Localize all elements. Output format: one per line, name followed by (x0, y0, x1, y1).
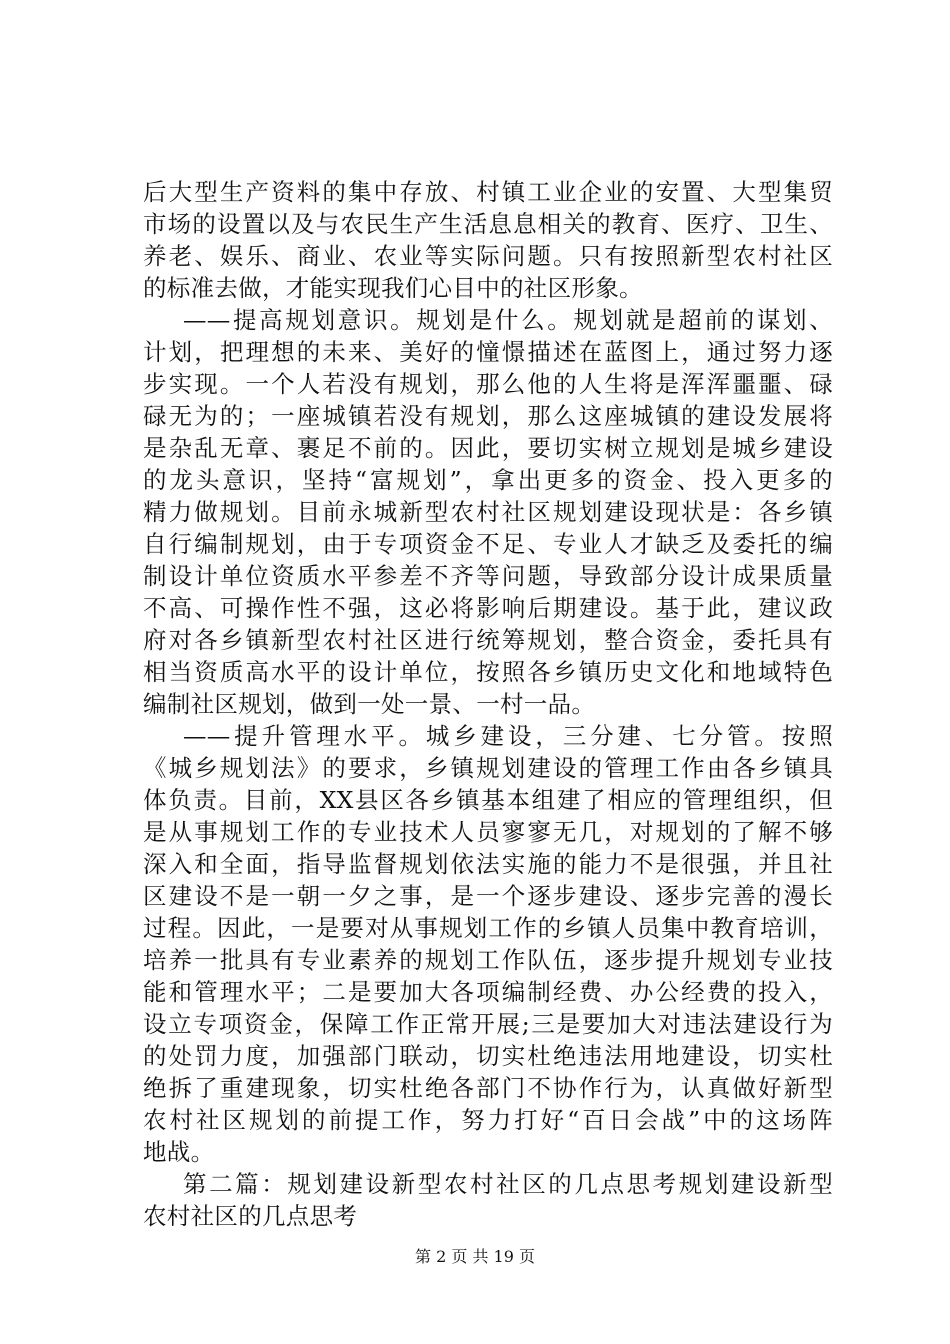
text-line: 培养一批具有专业素养的规划工作队伍，逐步提升规划专业技 (143, 946, 833, 974)
text-line: 制设计单位资质水平参差不齐等问题，导致部分设计成果质量 (143, 562, 833, 590)
text-line: 深入和全面，指导监督规划依法实施的能力不是很强，并且社 (143, 850, 833, 878)
text-line: 的标准去做，才能实现我们心目中的社区形象。 (143, 274, 643, 302)
text-line: 精力做规划。目前永城新型农村社区规划建设现状是：各乡镇 (143, 498, 833, 526)
text-line: 设立专项资金，保障工作正常开展;三是要加大对违法建设行为 (143, 1010, 833, 1038)
text-line: 绝拆了重建现象，切实杜绝各部门不协作行为，认真做好新型 (143, 1074, 833, 1102)
text-line: 步实现。一个人若没有规划，那么他的人生将是浑浑噩噩、碌 (143, 370, 833, 398)
text-line: 的龙头意识，坚持“富规划”，拿出更多的资金、投入更多的 (143, 466, 833, 494)
text-line: 第二篇：规划建设新型农村社区的几点思考规划建设新型 (183, 1170, 833, 1198)
text-line: ——提高规划意识。规划是什么。规划就是超前的谋划、 (183, 306, 833, 334)
text-line: 养老、娱乐、商业、农业等实际问题。只有按照新型农村社区 (143, 242, 833, 270)
text-line: 农村社区规划的前提工作，努力打好“百日会战”中的这场阵 (143, 1106, 833, 1134)
text-line: 府对各乡镇新型农村社区进行统筹规划，整合资金，委托具有 (143, 626, 833, 654)
text-line: 计划，把理想的未来、美好的憧憬描述在蓝图上，通过努力逐 (143, 338, 833, 366)
text-line: 碌无为的；一座城镇若没有规划，那么这座城镇的建设发展将 (143, 402, 833, 430)
text-line: 区建设不是一朝一夕之事，是一个逐步建设、逐步完善的漫长 (143, 882, 833, 910)
text-line: 是杂乱无章、裹足不前的。因此，要切实树立规划是城乡建设 (143, 434, 833, 462)
text-line: 的处罚力度，加强部门联动，切实杜绝违法用地建设，切实杜 (143, 1042, 833, 1070)
text-line: 市场的设置以及与农民生产生活息息相关的教育、医疗、卫生、 (143, 210, 833, 238)
text-line: 《城乡规划法》的要求，乡镇规划建设的管理工作由各乡镇具 (143, 754, 833, 782)
page-footer: 第 2 页 共 19 页 (415, 1247, 535, 1266)
text-line: 能和管理水平；二是要加大各项编制经费、办公经费的投入， (143, 978, 833, 1006)
text-line: 地战。 (143, 1138, 215, 1166)
text-line: 后大型生产资料的集中存放、村镇工业企业的安置、大型集贸 (143, 178, 833, 206)
text-line: 自行编制规划，由于专项资金不足、专业人才缺乏及委托的编 (143, 530, 833, 558)
text-line: 不高、可操作性不强，这必将影响后期建设。基于此，建议政 (143, 594, 833, 622)
text-line: 过程。因此，一是要对从事规划工作的乡镇人员集中教育培训， (143, 914, 833, 942)
text-line: 相当资质高水平的设计单位，按照各乡镇历史文化和地域特色 (143, 658, 833, 686)
body-text (143, 176, 833, 1232)
text-line: 编制社区规划，做到一处一景、一村一品。 (143, 690, 596, 718)
text-line: 体负责。目前，XX县区各乡镇基本组建了相应的管理组织，但 (143, 786, 833, 814)
text-line: 农村社区的几点思考 (143, 1202, 358, 1230)
text-line: 是从事规划工作的专业技术人员寥寥无几，对规划的了解不够 (143, 818, 833, 846)
text-line: ——提升管理水平。城乡建设，三分建、七分管。按照 (183, 722, 833, 750)
